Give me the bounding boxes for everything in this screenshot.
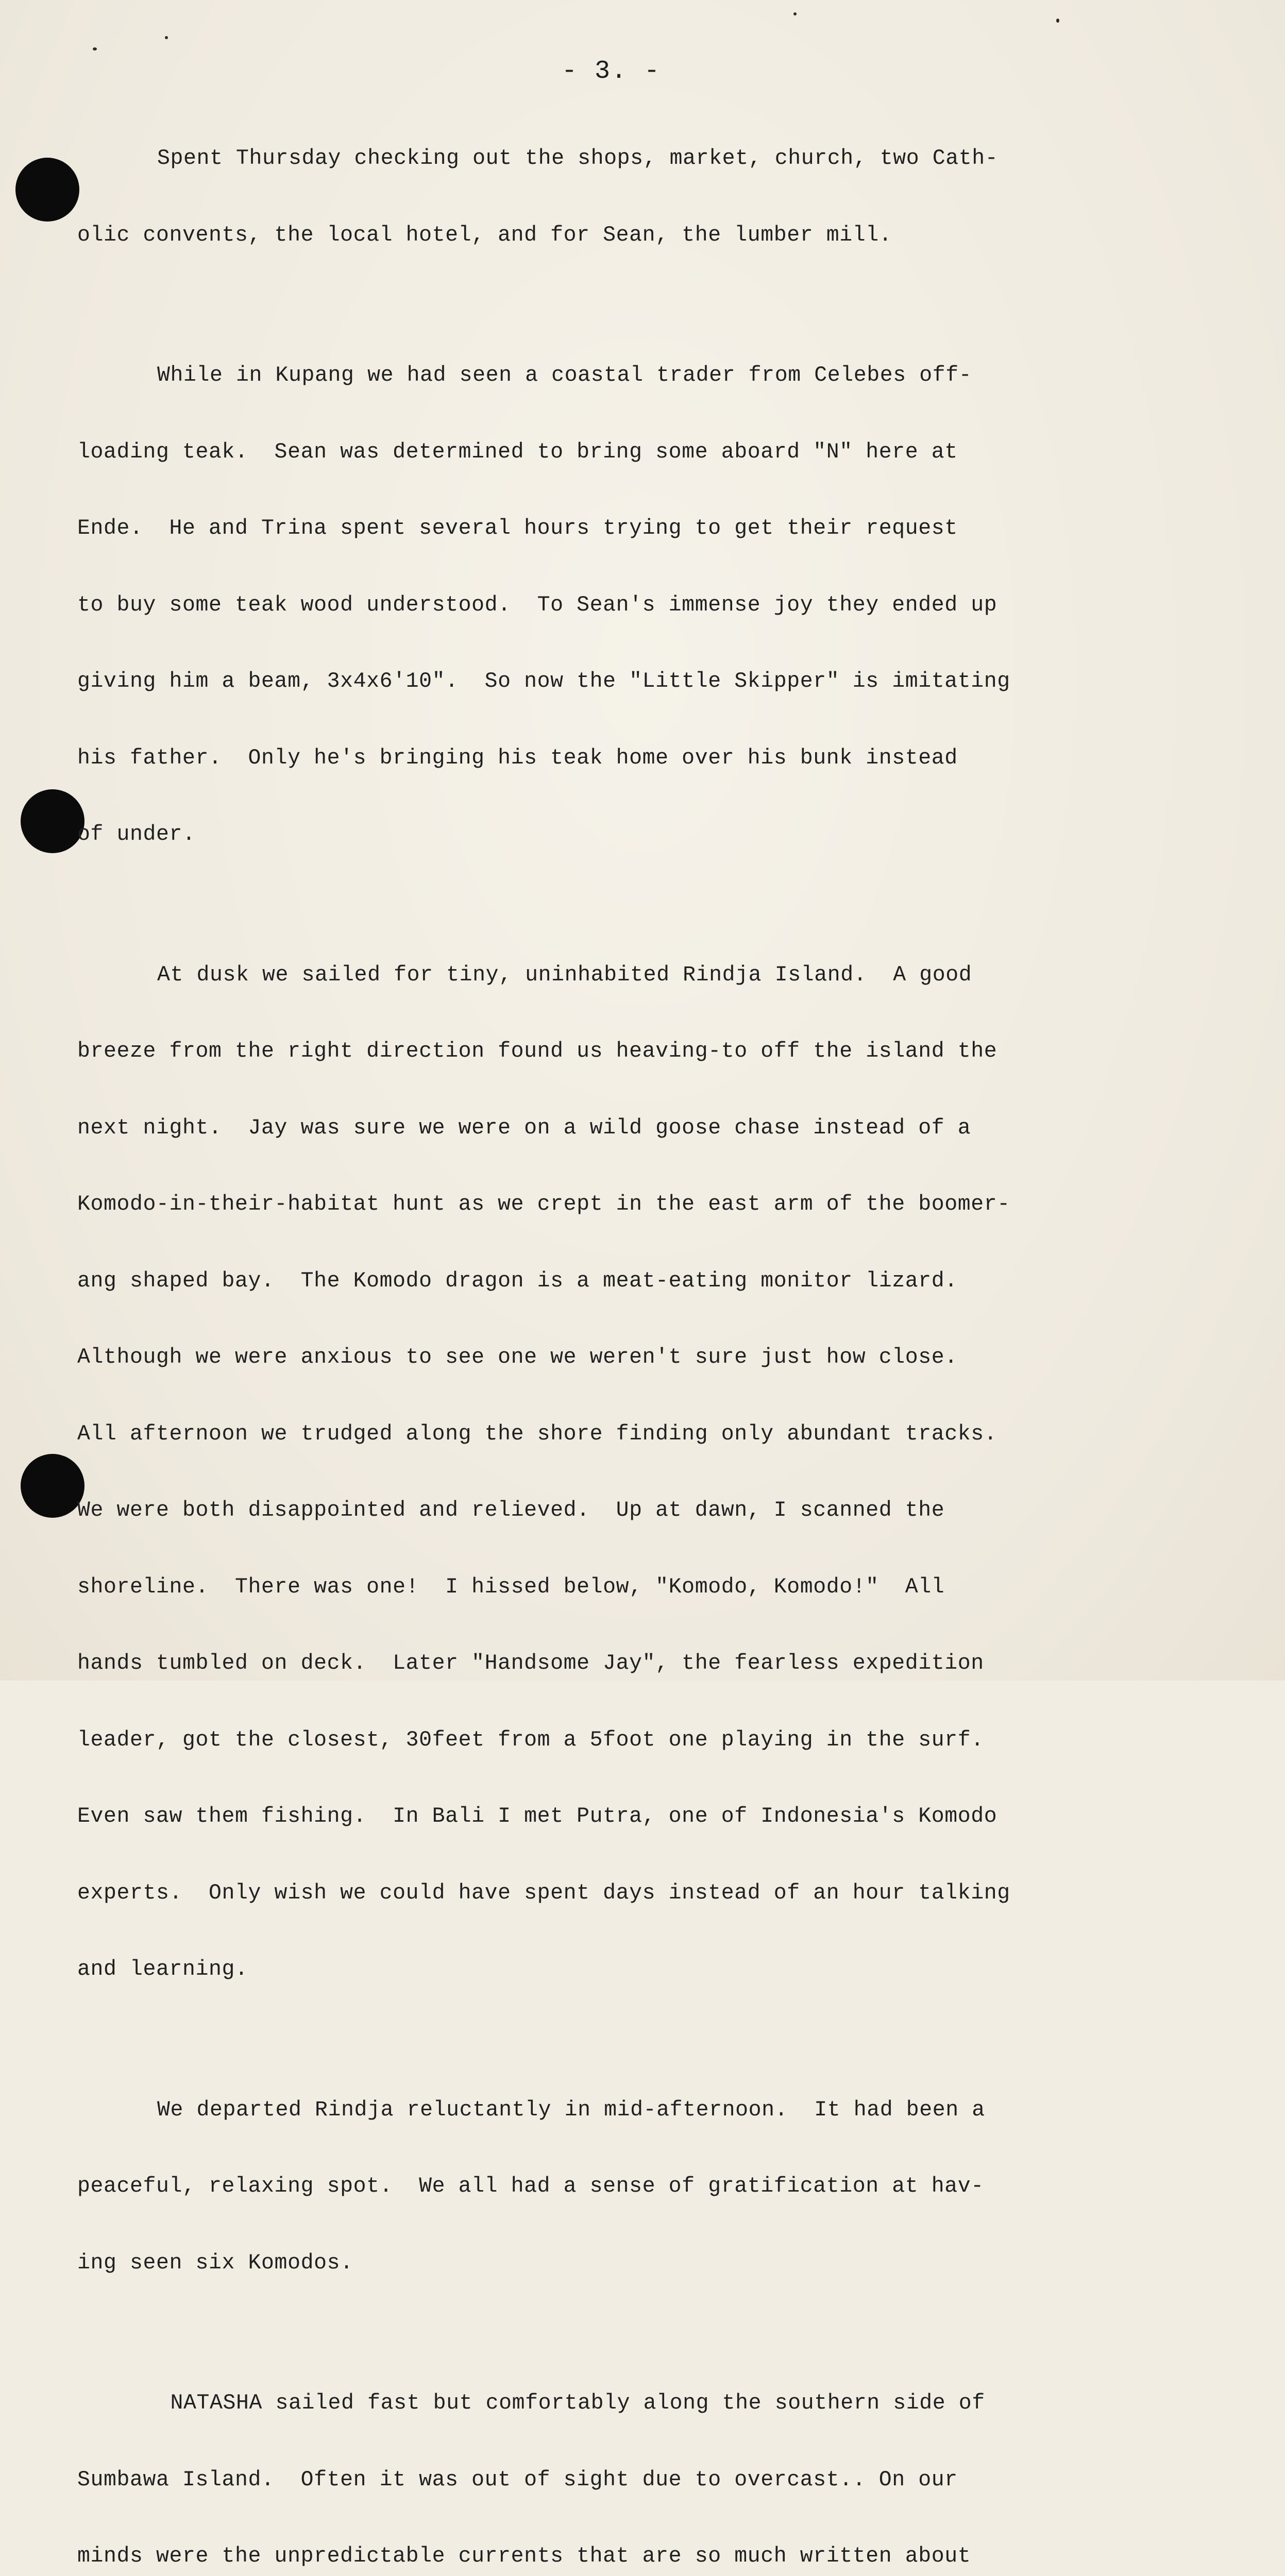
text-line: Sumbawa Island. Often it was out of sight due to overcast.. On our (77, 2467, 958, 2492)
text-line: loading teak. Sean was determined to bring some aboard "N" here at (77, 439, 958, 464)
text-line: Ende. He and Trina spent several hours trying to get their request (77, 516, 958, 540)
punch-hole (15, 158, 79, 222)
text-line: leader, got the closest, 30feet from a 5foot one playing in the surf. (77, 1727, 984, 1752)
text-line: shoreline. There was one! I hissed below, "Komodo, Komodo!" All (77, 1574, 945, 1599)
punch-hole (21, 1454, 84, 1518)
paragraph (77, 2046, 1285, 2327)
text-line: peaceful, relaxing spot. We all had a sense of gratification at hav- (77, 2174, 984, 2198)
text-line: ang shaped bay. The Komodo dragon is a meat-eating monitor lizard. (77, 1268, 958, 1293)
paragraph (77, 95, 1285, 299)
text-line: minds were the unpredictable currents that are so much written about (77, 2544, 971, 2568)
text-line: experts. Only wish we could have spent days instead of an hour talking (77, 1880, 1010, 1905)
paragraph (77, 911, 1285, 2033)
paragraph (77, 312, 1285, 899)
text-line: ing seen six Komodos. (77, 2250, 353, 2275)
text-line: All afternoon we trudged along the shore finding only abundant tracks. (77, 1421, 997, 1446)
text-line: his father. Only he's bringing his teak home over his bunk instead (77, 745, 958, 770)
text-line: next night. Jay was sure we were on a wild goose chase instead of a (77, 1115, 971, 1140)
page-number: - 3. - (562, 57, 661, 86)
text-line: giving him a beam, 3x4x6'10". So now the "Little Skipper" is imitating (77, 669, 1010, 693)
text-line: We departed Rindja reluctantly in mid-afternoon. It had been a (157, 2097, 985, 2122)
text-line: Even saw them fishing. In Bali I met Putra, one of Indonesia's Komodo (77, 1804, 997, 1828)
text-line: NATASHA sailed fast but comfortably along the southern side of (157, 2391, 985, 2415)
body-text (77, 95, 1285, 2576)
text-line: We were both disappointed and relieved. Up at dawn, I scanned the (77, 1498, 945, 1522)
text-line: hands tumbled on deck. Later "Handsome Jay", the fearless expedition (77, 1651, 984, 1675)
text-line: and learning. (77, 1957, 248, 1981)
text-line: At dusk we sailed for tiny, uninhabited Rindja Island. A good (157, 962, 972, 987)
text-line: Although we were anxious to see one we weren't sure just how close. (77, 1345, 958, 1369)
text-line: Spent Thursday checking out the shops, market, church, two Cath- (157, 146, 999, 171)
paper-speck (93, 47, 97, 50)
paper-speck (793, 12, 797, 15)
paper-speck (165, 36, 168, 39)
text-line: While in Kupang we had seen a coastal trader from Celebes off- (157, 363, 972, 387)
text-line: of under. (77, 822, 196, 846)
text-line: to buy some teak wood understood. To Sean's immense joy they ended up (77, 592, 997, 617)
text-line: olic convents, the local hotel, and for Sean, the lumber mill. (77, 223, 892, 247)
punch-hole (21, 789, 84, 853)
paper-speck (1056, 19, 1059, 23)
paragraph (77, 2340, 1285, 2576)
text-line: breeze from the right direction found us heaving-to off the island the (77, 1039, 997, 1063)
text-line: Komodo-in-their-habitat hunt as we crept in the east arm of the boomer- (77, 1192, 1010, 1216)
